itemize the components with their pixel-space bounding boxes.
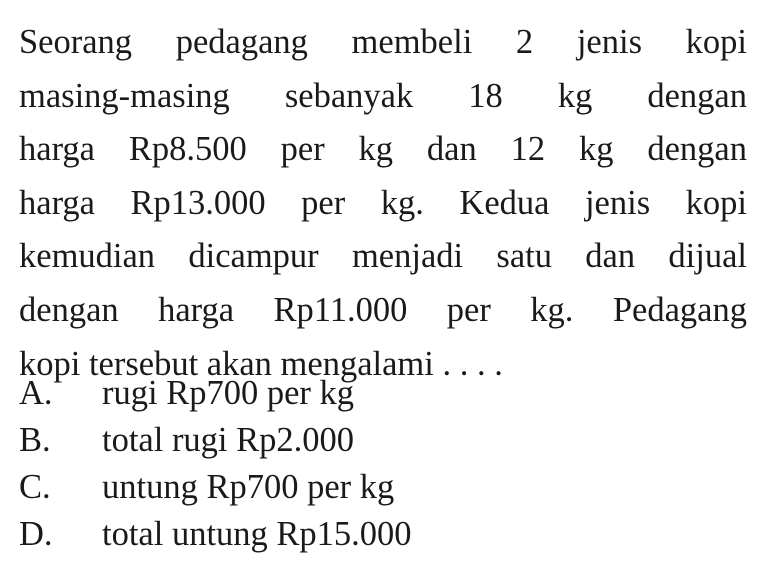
option-d[interactable]: [19, 511, 747, 558]
option-text: total untung Rp15.000: [102, 515, 412, 553]
option-b[interactable]: [19, 417, 747, 464]
question-line: kemudian dicampur menjadi satu dan dijual: [19, 237, 747, 276]
option-letter: C.: [19, 468, 51, 506]
question-line: dengan harga Rp11.000 per kg. Pedagang: [19, 290, 747, 329]
question-line: harga Rp13.000 per kg. Kedua jenis kopi: [19, 183, 747, 222]
option-letter: D.: [19, 515, 53, 553]
question-text: [19, 16, 747, 391]
option-letter: A.: [19, 374, 53, 412]
option-a[interactable]: [19, 370, 747, 417]
question-last-line: kopi tersebut akan mengalami . . . .: [19, 344, 503, 383]
answer-options: [19, 370, 747, 558]
option-text: untung Rp700 per kg: [102, 468, 395, 506]
question-line: Seorang pedagang membeli 2 jenis kopi: [19, 23, 747, 61]
question-line: harga Rp8.500 per kg dan 12 kg dengan: [19, 130, 747, 169]
option-text: total rugi Rp2.000: [102, 421, 355, 459]
option-text: rugi Rp700 per kg: [102, 374, 355, 412]
question-line: masing-masing sebanyak 18 kg dengan: [19, 76, 747, 115]
option-c[interactable]: [19, 464, 747, 511]
option-letter: B.: [19, 421, 51, 459]
